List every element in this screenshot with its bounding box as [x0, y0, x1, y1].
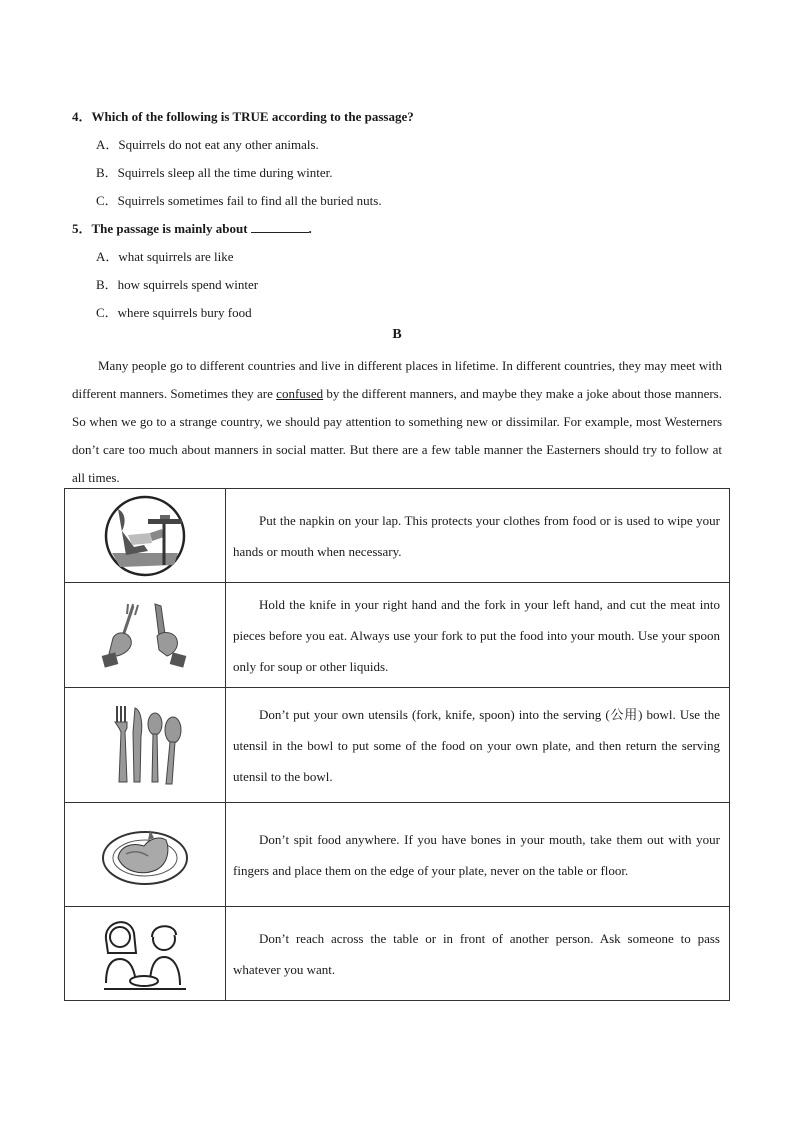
table-row: [65, 688, 730, 803]
question-5-option-a: A．what squirrels are like: [96, 249, 234, 264]
table-row: [65, 583, 730, 688]
question-4-option-c: C．Squirrels sometimes fail to find all the buried nuts.: [96, 193, 382, 208]
rule-text: Don’t put your own utensils (fork, knife, spoon) into the serving (公用) bowl. Use the utensil in the bowl to put some of the food on your own plate, and then return the serving utensil to the bowl.: [226, 688, 730, 803]
two-people-eating-icon: [100, 913, 190, 995]
question-5-option-b: B．how squirrels spend winter: [96, 277, 259, 292]
napkin-on-lap-icon: [104, 495, 186, 577]
knife-and-fork-hands-icon: [97, 600, 193, 670]
rule-text: Hold the knife in your right hand and the fork in your left hand, and cut the meat into pieces before you eat. Always use your fork to put the food into your mouth. Use your spoon only for soup or other liquids.: [226, 583, 730, 688]
table-row: [65, 803, 730, 907]
question-5-option-c: C．where squirrels bury food: [96, 305, 252, 320]
picture-cell: [65, 803, 226, 907]
picture-cell: [65, 583, 226, 688]
underlined-word: confused: [276, 386, 324, 401]
question-5-stem: [72, 218, 312, 237]
section-heading: B: [392, 327, 402, 342]
picture-cell: [65, 907, 226, 1001]
picture-cell: [65, 489, 226, 583]
question-5-stem-end: .: [308, 221, 312, 236]
steak-plate-icon: [100, 820, 190, 890]
question-4-option-a: A．Squirrels do not eat any other animals.: [96, 137, 319, 152]
rule-text: Put the napkin on your lap. This protects your clothes from food or is used to wipe your hands or mouth when necessary.: [226, 489, 730, 583]
rule-text: Don’t spit food anywhere. If you have bones in your mouth, take them out with your fingers and place them on the edge of your plate, never on the table or floor.: [226, 803, 730, 907]
picture-cell: [65, 688, 226, 803]
passage-paragraph: [72, 352, 722, 492]
rule-text: Don’t reach across the table or in front of another person. Ask someone to pass whatever you want.: [226, 907, 730, 1001]
question-5-stem-text: 5．The passage is mainly about: [72, 221, 248, 236]
table-row: [65, 907, 730, 1001]
passage-text-1: Many people go to different countries and live in different places in lifetime. In different countries, they may meet with different manners. Sometimes they are: [72, 358, 722, 401]
utensils-icon: [105, 702, 185, 788]
manners-table: [64, 488, 730, 1001]
question-4-stem: 4．Which of the following is TRUE according to the passage?: [72, 109, 414, 124]
table-row: [65, 489, 730, 583]
question-4-option-b: B．Squirrels sleep all the time during winter.: [96, 165, 333, 180]
answer-blank: [251, 221, 309, 233]
passage-text-2: by the different manners, and maybe they make a joke about those manners. So when we go to a strange country, we should pay attention to something new or dissimilar. For example, most Westerners don’t care too much about manners in social matter. But there are a few table manner the Easterners should try to follow at all times.: [72, 386, 722, 485]
